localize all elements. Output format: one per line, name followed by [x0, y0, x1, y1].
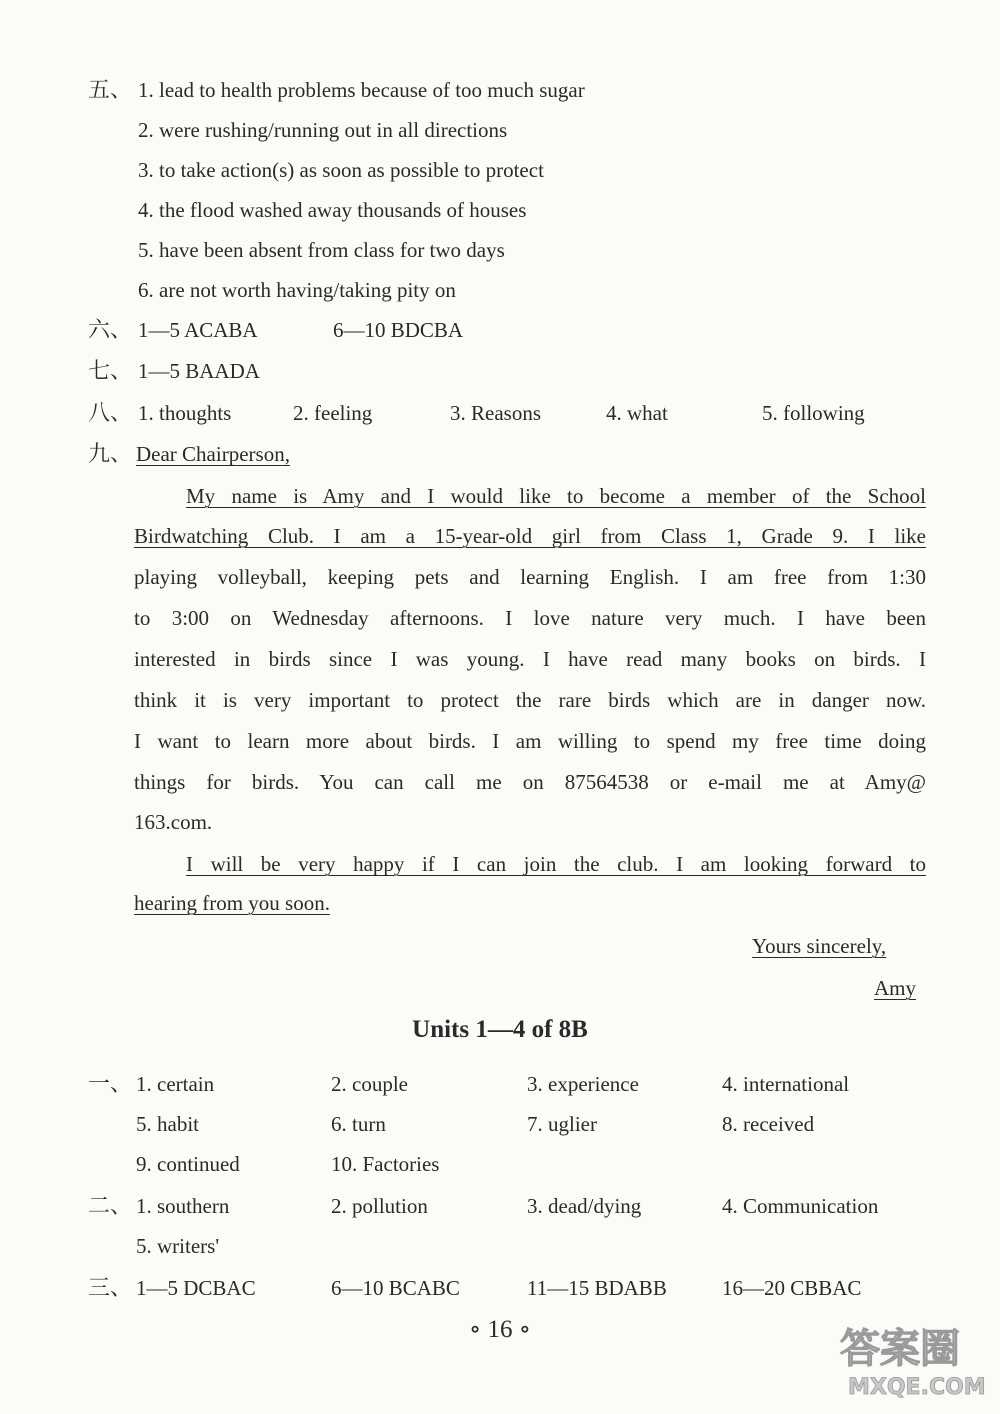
- section-8-marker: 八、: [88, 400, 133, 425]
- part-1-item-5: 5. habit: [136, 1112, 199, 1136]
- part-2-item-2: 2. pollution: [331, 1194, 428, 1218]
- section-5-item-3: 3. to take action(s) as soon as possible to protect: [138, 158, 544, 182]
- letter-line-5: interested in birds since I was young. I have read many books on birds. I: [134, 647, 926, 671]
- part-1-marker: 一、: [88, 1071, 133, 1096]
- section-5-item-4: 4. the flood washed away thousands of houses: [138, 198, 527, 222]
- part-3-group-1: 1—5 DCBAC: [136, 1276, 256, 1300]
- letter-line-1: My name is Amy and I would like to become a member of the School: [186, 484, 926, 508]
- part-1-item-7: 7. uglier: [527, 1112, 597, 1136]
- letter-closing: Yours sincerely,: [752, 934, 887, 958]
- letter-salutation: Dear Chairperson,: [136, 442, 290, 466]
- watermark-logo: [830, 1312, 990, 1402]
- section-6-group-b: 6—10 BDCBA: [333, 318, 464, 342]
- section-7-marker: 七、: [88, 358, 133, 383]
- part-3-group-2: 6—10 BCABC: [331, 1276, 460, 1300]
- letter-line-6: think it is very important to protect the rare birds which are in danger now.: [134, 688, 926, 712]
- letter-line-9: 163.com.: [134, 810, 213, 834]
- section-6-marker: 六、: [88, 317, 133, 342]
- part-2-item-1: 1. southern: [136, 1194, 230, 1218]
- section-5-item-5: 5. have been absent from class for two days: [138, 238, 505, 262]
- letter-line-8: things for birds. You can call me on 87564538 or e-mail me at Amy@: [134, 770, 926, 794]
- part-1-item-6: 6. turn: [331, 1112, 386, 1136]
- part-1-item-8: 8. received: [722, 1112, 815, 1136]
- letter-line-2-underlined: Birdwatching Club. I am a 15-year-old girl from Class 1, Grade 9. I like: [134, 524, 926, 548]
- section-5-item-6: 6. are not worth having/taking pity on: [138, 278, 456, 302]
- section-8-item-1: 1. thoughts: [138, 401, 232, 425]
- part-1-item-4: 4. international: [722, 1072, 850, 1096]
- watermark-title: 答案圈: [840, 1326, 960, 1372]
- section-5-marker: 五、: [88, 77, 133, 102]
- letter-line-7: I want to learn more about birds. I am willing to spend my free time doing: [134, 729, 926, 753]
- section-7-group-a: 1—5 BAADA: [138, 359, 260, 383]
- page-number-dot-right: ∘: [512, 1316, 532, 1343]
- page-number-value: 16: [487, 1316, 513, 1343]
- section-8-item-3: 3. Reasons: [450, 401, 541, 425]
- section-5-item-2: 2. were rushing/running out in all directions: [138, 118, 508, 142]
- part-3-marker: 三、: [88, 1275, 133, 1300]
- section-8-item-4: 4. what: [606, 401, 668, 425]
- section-9-marker: 九、: [88, 441, 133, 466]
- letter-line-11: [134, 889, 926, 917]
- part-1-item-10: 10. Factories: [331, 1152, 440, 1176]
- section-5-item-1: 1. lead to health problems because of too much sugar: [138, 78, 585, 102]
- units-heading: Units 1—4 of 8B: [412, 1016, 588, 1043]
- part-1-item-9: 9. continued: [136, 1152, 240, 1176]
- letter-line-3: playing volleyball, keeping pets and learning English. I am free from 1:30: [134, 565, 926, 589]
- part-2-item-4: 4. Communication: [722, 1194, 879, 1218]
- page-number-dot-left: ∘: [468, 1316, 488, 1343]
- section-8-item-2: 2. feeling: [293, 401, 373, 425]
- part-1-item-3: 3. experience: [527, 1072, 639, 1096]
- letter-line-4: to 3:00 on Wednesday afternoons. I love nature very much. I have been: [134, 606, 926, 630]
- letter-line-2: [134, 522, 926, 550]
- part-2-marker: 二、: [88, 1193, 133, 1218]
- letter-line-11-underlined: hearing from you soon.: [134, 891, 330, 915]
- part-2-item-3: 3. dead/dying: [527, 1194, 642, 1218]
- letter-line-10: I will be very happy if I can join the club. I am looking forward to: [186, 852, 926, 876]
- part-2-item-5: 5. writers': [136, 1234, 220, 1258]
- part-1-item-1: 1. certain: [136, 1072, 215, 1096]
- section-8-item-5: 5. following: [762, 401, 865, 425]
- section-6-group-a: 1—5 ACABA: [138, 318, 258, 342]
- letter-signature: Amy: [874, 976, 916, 1000]
- part-3-group-3: 11—15 BDABB: [527, 1276, 667, 1300]
- watermark-url: MXQE.COM: [848, 1375, 986, 1400]
- part-1-item-2: 2. couple: [331, 1072, 408, 1096]
- part-3-group-4: 16—20 CBBAC: [722, 1276, 862, 1300]
